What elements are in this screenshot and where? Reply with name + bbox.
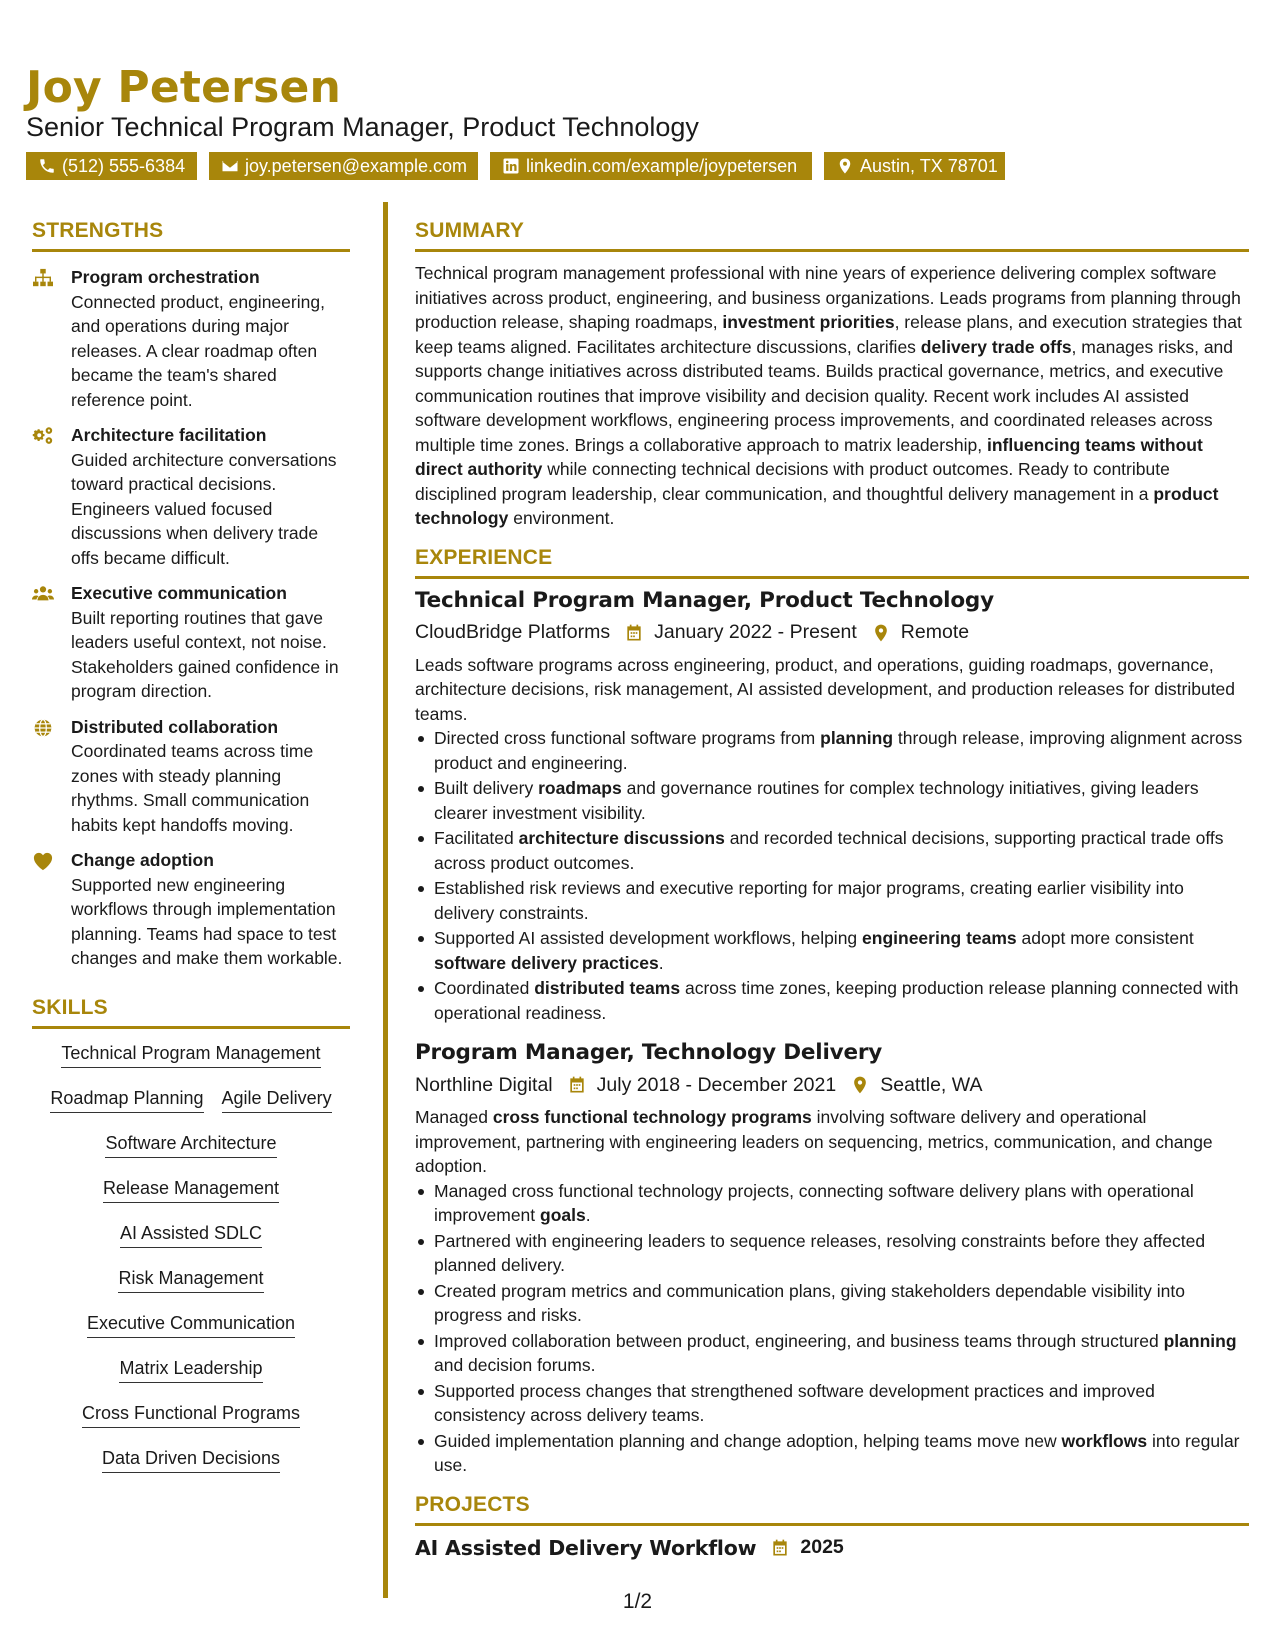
strength-desc: Guided architecture conversations toward practical decisions. Engineers valued focused discussions when delivery trade offs became difficult. bbox=[71, 449, 337, 568]
bullet-item: Coordinated distributed teams across time zones, keeping production release planning connected with operational readiness. bbox=[415, 976, 1249, 1025]
section-rule bbox=[415, 1523, 1249, 1526]
job-bullets bbox=[415, 726, 1249, 1025]
summary-heading: SUMMARY bbox=[415, 219, 525, 242]
company-name: Northline Digital bbox=[415, 1073, 553, 1096]
company-name: CloudBridge Platforms bbox=[415, 621, 611, 643]
sitemap-icon bbox=[32, 268, 54, 288]
strength-title: Executive communication bbox=[71, 583, 287, 603]
heart-icon bbox=[32, 851, 54, 871]
map-pin-icon bbox=[836, 157, 854, 175]
project-year: 2025 bbox=[800, 1536, 844, 1558]
linkedin-text: linkedin.com/example/joypetersen bbox=[526, 155, 798, 176]
globe-icon bbox=[32, 718, 54, 738]
bullet-item: Supported process changes that strengthened software development practices and improved consistency across delivery teams. bbox=[415, 1379, 1249, 1428]
strength-title: Distributed collaboration bbox=[71, 716, 279, 737]
section-rule bbox=[415, 249, 1249, 252]
map-pin-icon bbox=[850, 1075, 870, 1095]
skill-tag: Agile Delivery bbox=[222, 1086, 332, 1113]
job-dates: January 2022 - Present bbox=[654, 621, 857, 643]
skill-tag: Executive Communication bbox=[87, 1311, 295, 1338]
calendar-icon bbox=[624, 623, 644, 643]
projects-heading: PROJECTS bbox=[415, 1492, 530, 1516]
skills-heading: SKILLS bbox=[32, 995, 108, 1019]
summary-bold-segment: delivery trade offs bbox=[920, 336, 1072, 357]
page-number: 1/2 bbox=[622, 1590, 653, 1613]
calendar-icon bbox=[770, 1538, 790, 1558]
strength-desc: Built reporting routines that gave leaders useful context, not noise. Stakeholders gained confidence in program direction. bbox=[71, 607, 339, 701]
skill-tag: Software Architecture bbox=[105, 1131, 276, 1158]
project-title: AI Assisted Delivery Workflow bbox=[415, 1535, 757, 1560]
location-text: Austin, TX 78701 bbox=[860, 155, 998, 176]
email-text: joy.petersen@example.com bbox=[245, 155, 468, 176]
skill-tag: Risk Management bbox=[118, 1266, 263, 1293]
summary-text-segment: while connecting technical decisions with product outcomes. Ready to contribute disciplined program leadership, clear communication, and thoughtful delivery management in a bbox=[415, 459, 1170, 504]
strength-title: Architecture facilitation bbox=[71, 425, 267, 445]
linkedin-icon bbox=[502, 157, 520, 175]
linkedin-chip[interactable] bbox=[490, 152, 812, 180]
job-bullets bbox=[415, 1179, 1249, 1478]
skill-tag: Cross Functional Programs bbox=[82, 1401, 300, 1428]
phone-icon bbox=[38, 157, 56, 175]
users-icon bbox=[32, 584, 54, 604]
summary-bold-segment: investment priorities bbox=[722, 312, 895, 332]
right-column bbox=[415, 219, 1249, 1562]
phone-text: (512) 555-6384 bbox=[62, 155, 186, 176]
summary-text bbox=[415, 261, 1249, 531]
bullet-item: Partnered with engineering leaders to sequence releases, resolving constraints before they affected planned delivery. bbox=[415, 1229, 1249, 1278]
job-summary: Leads software programs across engineering, product, and operations, guiding roadmaps, governance, architecture decisions, risk management, AI assisted development, and production releases for distributed teams. bbox=[415, 654, 1236, 724]
section-rule bbox=[32, 1026, 350, 1029]
job-meta bbox=[415, 1071, 1249, 1099]
bullet-item: Created program metrics and communication plans, giving stakeholders dependable visibility into progress and risks. bbox=[415, 1279, 1249, 1328]
skill-tag: AI Assisted SDLC bbox=[120, 1221, 262, 1248]
summary-text-segment: environment. bbox=[508, 508, 615, 528]
summary-text-segment: , release plans, and execution strategies that keep teams aligned. Facilitates architecture discussions, clarifies bbox=[415, 312, 1242, 357]
section-rule bbox=[32, 249, 350, 252]
email-chip[interactable] bbox=[209, 152, 478, 180]
job-meta bbox=[415, 619, 1249, 647]
map-pin-icon bbox=[871, 623, 891, 643]
section-rule bbox=[415, 576, 1249, 579]
gears-icon bbox=[32, 426, 54, 446]
job-dates: July 2018 - December 2021 bbox=[596, 1073, 837, 1096]
job-title: Technical Program Manager, Product Technology bbox=[415, 587, 994, 613]
job-summary: Managed cross functional technology programs involving software delivery and operational improvement, partnering with engineering leaders on sequencing, metrics, communication, and change adoption. bbox=[415, 1107, 1213, 1176]
phone-chip[interactable] bbox=[26, 152, 197, 180]
skill-tag: Data Driven Decisions bbox=[102, 1446, 280, 1473]
skill-tag: Roadmap Planning bbox=[50, 1086, 203, 1113]
job-location: Remote bbox=[900, 621, 970, 643]
location-chip bbox=[824, 152, 1005, 180]
summary-bold-segment: influencing teams without direct authority bbox=[415, 434, 1203, 479]
bullet-item: Managed cross functional technology projects, connecting software delivery plans with operational improvement goals. bbox=[415, 1179, 1249, 1228]
strength-title: Change adoption bbox=[71, 850, 214, 870]
skill-tag: Release Management bbox=[103, 1176, 279, 1203]
summary-bold-segment: product technology bbox=[415, 483, 1219, 528]
job-entry bbox=[415, 588, 1249, 1026]
bullet-item: Guided implementation planning and change adoption, helping teams move new workflows into regular use. bbox=[415, 1429, 1249, 1478]
skill-tag: Technical Program Management bbox=[61, 1041, 320, 1068]
contact-bar bbox=[26, 152, 1005, 180]
strengths-heading: STRENGTHS bbox=[32, 219, 164, 242]
bullet-item: Supported AI assisted development workflows, helping engineering teams adopt more consistent software delivery practices. bbox=[415, 926, 1249, 975]
job-location: Seattle, WA bbox=[880, 1073, 983, 1096]
strength-desc: Connected product, engineering, and operations during major releases. A clear roadmap often became the team's shared reference point. bbox=[71, 291, 325, 410]
strength-desc: Supported new engineering workflows through implementation planning. Teams had space to test changes and make them workable. bbox=[71, 874, 343, 968]
strength-item bbox=[32, 581, 350, 704]
summary-text-segment: , manages risks, and supports change initiatives across distributed teams. Builds practical governance, metrics, and executive communication routines that improve visibility and decision quality. Recent work includes AI assisted software development workflows, engineering process improvements, and coordinated releases across multiple time zones. Brings a collaborative approach to matrix leadership, bbox=[415, 336, 1234, 455]
experience-heading: EXPERIENCE bbox=[415, 545, 553, 569]
bullet-item: Directed cross functional software programs from planning through release, improving alignment across product and engineering. bbox=[415, 726, 1249, 775]
job-title: Program Manager, Technology Delivery bbox=[415, 1040, 883, 1065]
candidate-name: Joy Petersen bbox=[26, 62, 342, 113]
summary-text-segment: Technical program management professional with nine years of experience delivering complex software initiatives across product, engineering, and business organizations. Leads programs from planning through production release, shaping roadmaps, bbox=[415, 263, 1241, 332]
bullet-item: Established risk reviews and executive reporting for major programs, creating earlier visibility into delivery constraints. bbox=[415, 876, 1249, 925]
project-entry bbox=[415, 1534, 1249, 1562]
strength-title: Program orchestration bbox=[71, 267, 260, 287]
left-column bbox=[32, 219, 350, 1491]
strength-item bbox=[32, 848, 350, 971]
job-entry bbox=[415, 1040, 1249, 1478]
calendar-icon bbox=[567, 1075, 587, 1095]
bullet-item: Facilitated architecture discussions and recorded technical decisions, supporting practical trade offs across product outcomes. bbox=[415, 826, 1249, 875]
skills-list bbox=[32, 1041, 350, 1491]
bullet-item: Improved collaboration between product, engineering, and business teams through structured planning and decision forums. bbox=[415, 1329, 1249, 1378]
bullet-item: Built delivery roadmaps and governance routines for complex technology initiatives, giving leaders clearer investment visibility. bbox=[415, 776, 1249, 825]
strength-item bbox=[32, 715, 350, 838]
strength-item bbox=[32, 423, 350, 570]
candidate-title: Senior Technical Program Manager, Product Technology bbox=[26, 112, 699, 142]
strength-desc: Coordinated teams across time zones with steady planning rhythms. Small communication habits kept handoffs moving. bbox=[71, 741, 314, 835]
strength-item bbox=[32, 265, 350, 412]
column-divider bbox=[383, 202, 388, 1598]
skill-tag: Matrix Leadership bbox=[119, 1356, 262, 1383]
envelope-icon bbox=[221, 157, 239, 175]
